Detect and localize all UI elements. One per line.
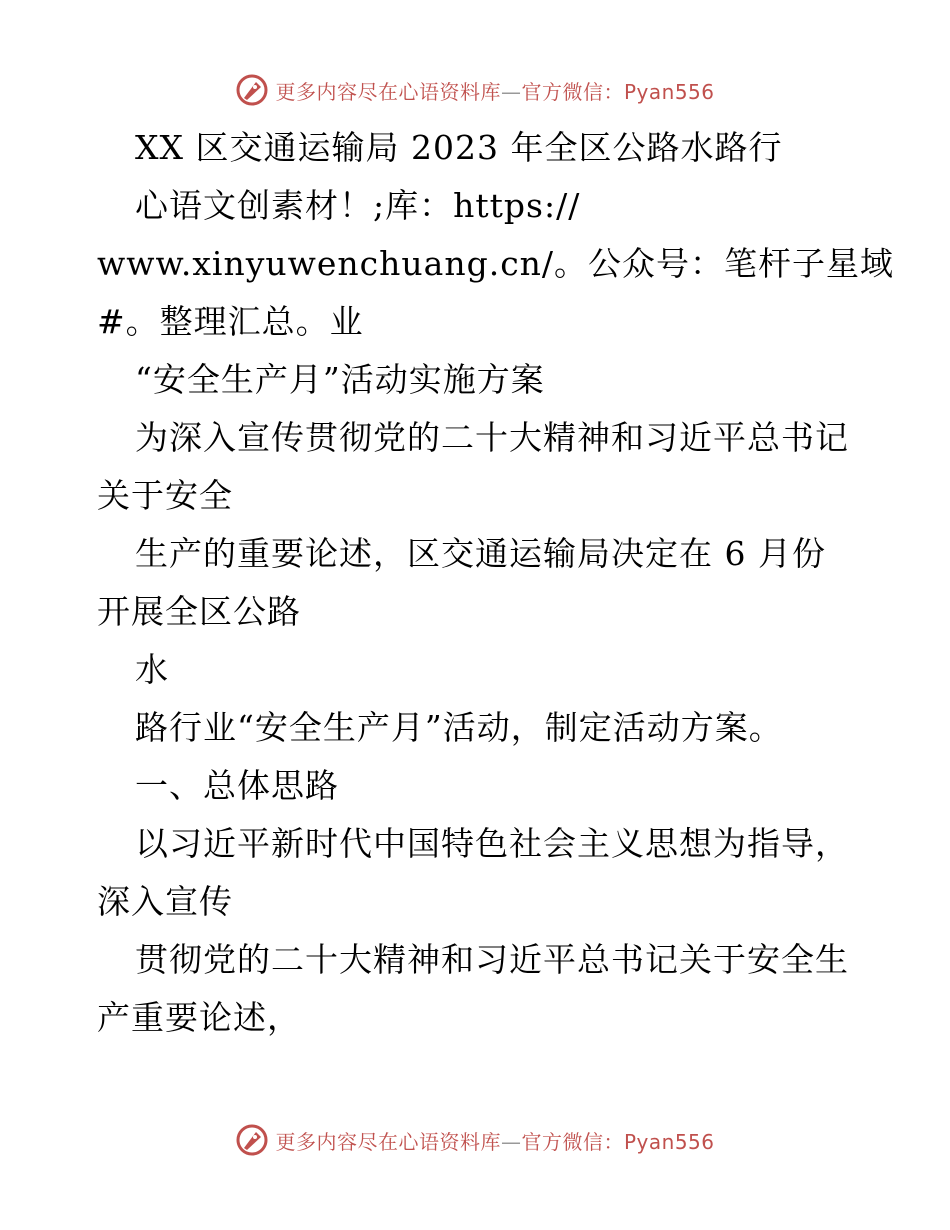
banner-wechat-id: Pyan556	[623, 79, 715, 104]
doc-subtitle-line: “安全生产月”活动实施方案	[135, 360, 545, 399]
doc-title-line: XX 区交通运输局 2023 年全区公路水路行	[135, 128, 783, 167]
banner-text	[275, 76, 714, 105]
doc-line: #。整理汇总。业	[97, 302, 364, 341]
banner-wechat-label: 官方微信：	[521, 1129, 624, 1154]
doc-line: 深入宣传	[97, 882, 233, 921]
header-banner	[0, 70, 950, 110]
banner-text	[275, 1126, 714, 1155]
doc-line: 路行业“安全生产月”活动，制定活动方案。	[135, 708, 783, 747]
doc-line: 贯彻党的二十大精神和习近平总书记关于安全生	[135, 940, 849, 979]
footer-banner	[0, 1120, 950, 1160]
doc-line: 关于安全	[97, 476, 233, 515]
doc-line: 开展全区公路	[97, 592, 301, 631]
banner-slogan: 更多内容尽在心语资料库	[275, 79, 501, 104]
doc-line: 为深入宣传贯彻党的二十大精神和习近平总书记	[135, 418, 849, 457]
doc-line: 产重要论述，	[97, 998, 301, 1037]
banner-wechat-id: Pyan556	[623, 1129, 715, 1154]
doc-line: 心语文创素材！;库：https://	[135, 186, 581, 225]
pen-nib-logo-icon	[235, 1123, 269, 1157]
doc-section-heading: 一、总体思路	[135, 766, 339, 805]
doc-line: www.xinyuwenchuang.cn/。公众号：笔杆子星域	[97, 244, 895, 283]
banner-slogan: 更多内容尽在心语资料库	[275, 1129, 501, 1154]
banner-separator: —	[500, 1129, 522, 1154]
banner-separator: —	[500, 79, 522, 104]
doc-line: 以习近平新时代中国特色社会主义思想为指导，	[135, 824, 849, 863]
doc-line: 水	[135, 650, 169, 689]
doc-line: 生产的重要论述，区交通运输局决定在 6 月份	[135, 534, 826, 573]
pen-nib-logo-icon	[235, 73, 269, 107]
banner-wechat-label: 官方微信：	[521, 79, 624, 104]
